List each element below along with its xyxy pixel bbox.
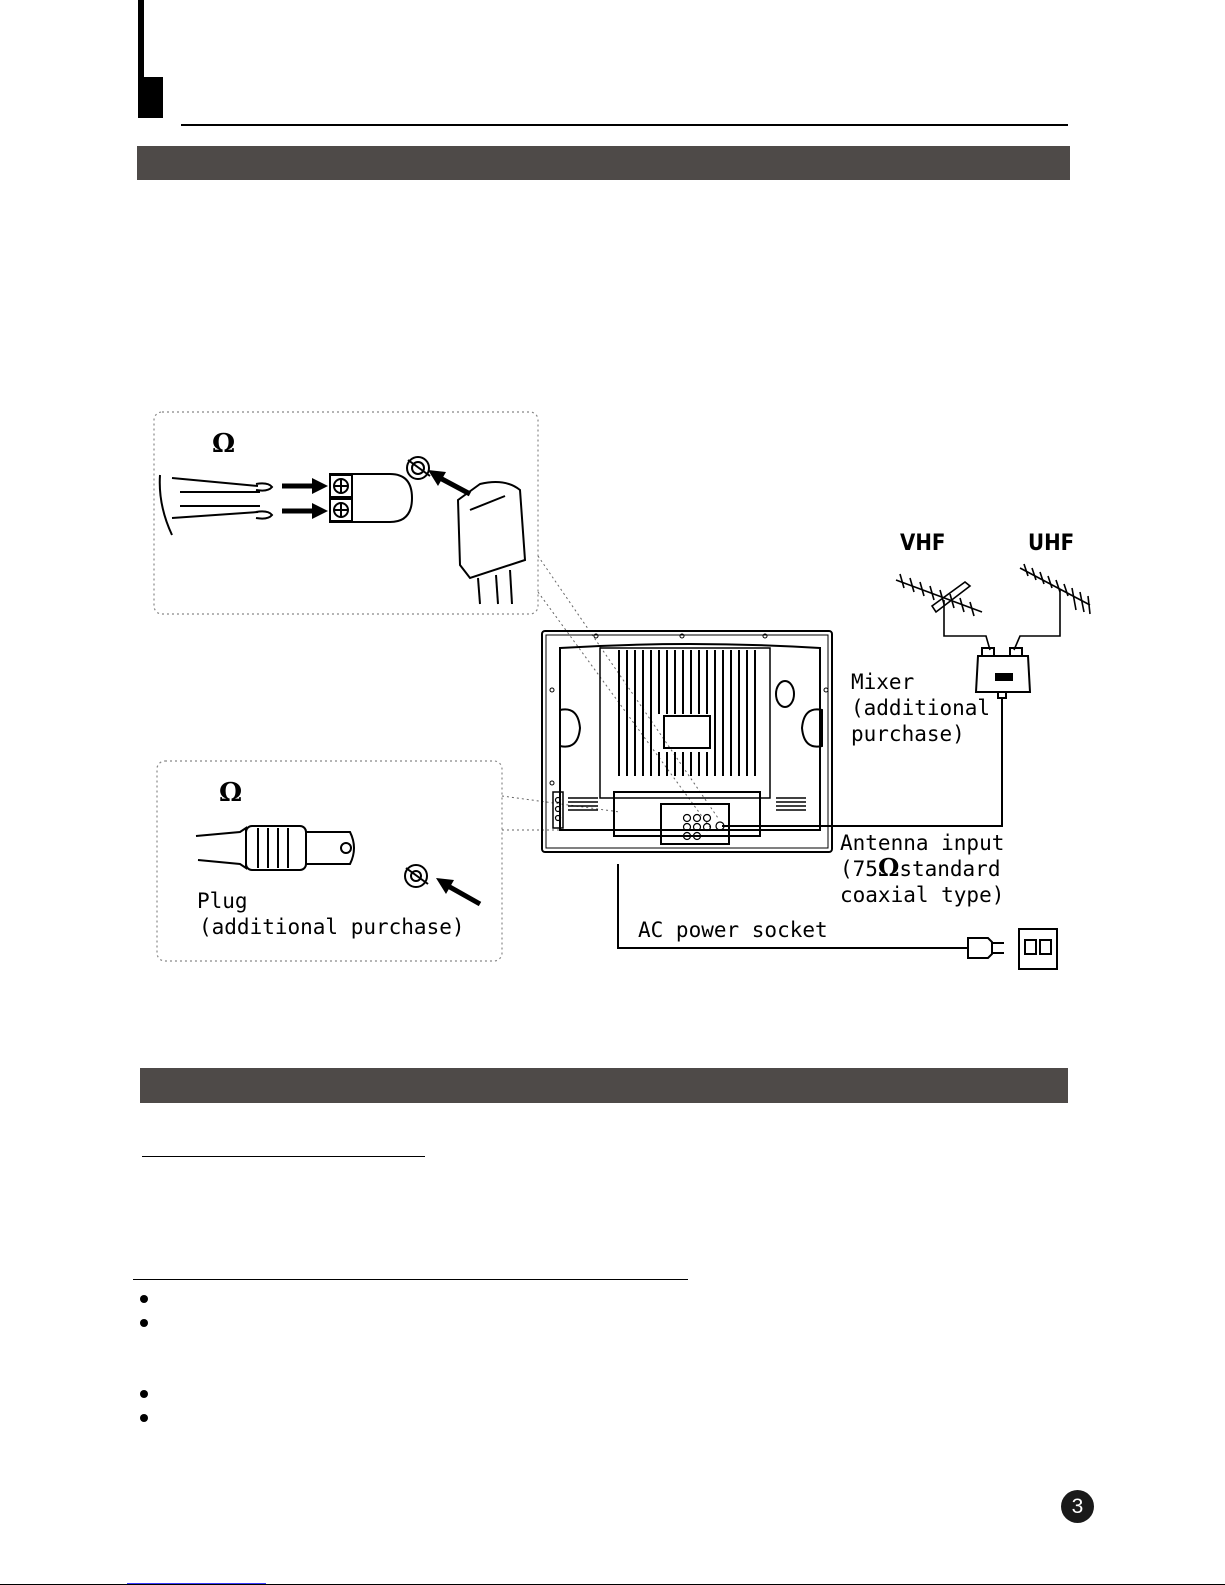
adapter-plug-icon [458,482,525,604]
arrow-right-icon [282,478,328,519]
inset2-ohm-symbol: Ω [219,778,243,808]
coax-connector-icon [407,457,430,479]
coax-cable-icon [196,826,354,870]
matching-transformer-icon [330,474,412,522]
subheading-underline-2 [133,1279,688,1280]
ohm-symbol: Ω [877,853,900,882]
bullet-marker [140,1390,148,1398]
tv-rear-panel [542,631,832,852]
plug-label: Plug [197,889,248,913]
plug-purchase-label: (additional purchase) [199,915,465,939]
antenna-feed-lines [944,626,1060,650]
power-plug-icon [968,938,1004,958]
subheading-underline [142,1156,425,1157]
bullet-marker [140,1319,148,1327]
tv-vent-slots [619,650,755,776]
uhf-label: UHF [1028,531,1075,556]
ac-power-socket-label: AC power socket [638,918,828,942]
wall-outlet-icon [1019,929,1057,969]
mixer-icon [976,648,1030,698]
twin-lead-cable-icon [160,475,272,535]
page-number: 3 [1061,1490,1094,1523]
tv-screws [550,634,828,785]
coax-socket-icon [405,865,428,887]
vhf-antenna-icon [896,574,982,630]
arrow-diagonal-icon [428,470,470,494]
leader-lines-inset-2 [502,796,700,830]
antenna-input-label: Antenna input [840,831,1005,855]
mixer-purchase-label-2: purchase) [851,722,965,746]
mixer-label: Mixer [851,670,915,694]
arrow-diagonal-icon-2 [436,878,480,904]
section-heading-band-2 [140,1068,1068,1103]
inset1-ohm-symbol: Ω [212,429,236,459]
coaxial-type-label: coaxial type) [840,883,1005,907]
vhf-label: VHF [900,531,946,556]
uhf-antenna-icon [1020,564,1090,626]
antenna-spec-label: (75Ωstandard [840,853,1001,882]
bullet-marker [140,1295,148,1303]
bullet-marker [140,1414,148,1422]
mixer-purchase-label: (additional [851,696,991,720]
